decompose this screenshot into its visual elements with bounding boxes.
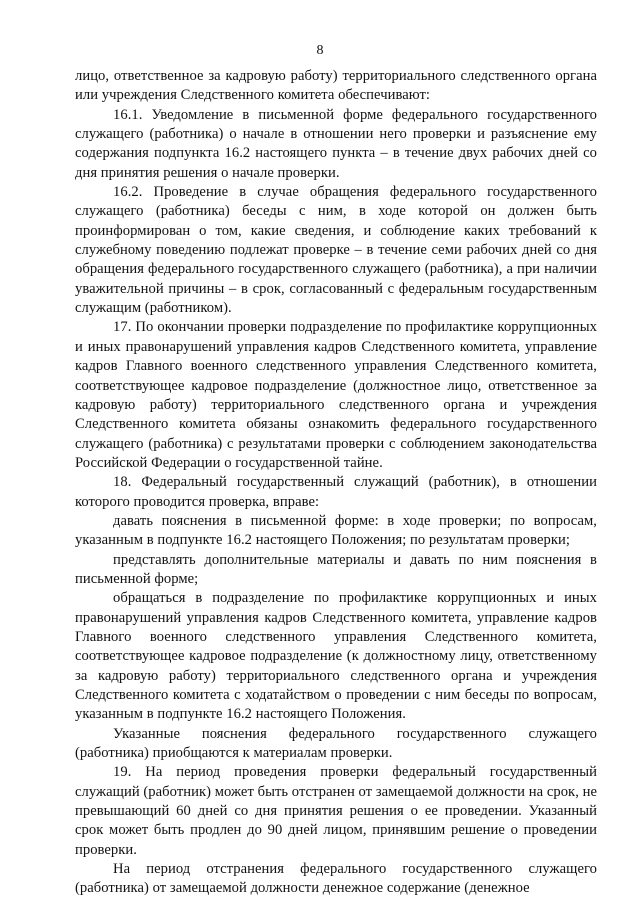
paragraph-18-item-2: представлять дополнительные материалы и давать по ним пояснения в письменной форме; — [75, 551, 597, 587]
paragraph-18-note: Указанные пояснения федерального государственного служащего (работника) приобщаются к материалам проверки. — [75, 725, 597, 762]
document-body — [75, 67, 597, 899]
paragraph-16-2: 16.2. Проведение в случае обращения федерального государственного служащего (работника) беседы с ним, в ходе которой он должен быть проинформирован о том, какие сведения, и соблюдение каких требований к служебному поведению подлежат проверке – в течение семи рабочих дней со дня обращения федерального государственного служащего (работника), а при наличии уважительной причины – в срок, согласованный с федеральным государственным служащим (работником). — [75, 184, 597, 317]
paragraph-continuation: лицо, ответственное за кадровую работу) территориального следственного органа или учреждения Следственного комитета обеспечивают: — [75, 68, 597, 104]
paragraph-18: 18. Федеральный государственный служащий (работник), в отношении которого проводится проверка, вправе: — [75, 474, 597, 510]
paragraph-16-1: 16.1. Уведомление в письменной форме федерального государственного служащего (работника) о начале в отношении него проверки и разъяснение ему содержания подпункта 16.2 настоящего пункта – в течение двух рабочих дней со дня принятия решения о начале проверки. — [75, 106, 597, 181]
paragraph-19: 19. На период проведения проверки федеральный государственный служащий (работник) может быть отстранен от замещаемой должности на срок, не превышающий 60 дней со дня принятия решения о ее проведении. Указанный срок может быть продлен до 90 дней лицом, принявшим решение о проведении проверки. — [75, 764, 597, 858]
paragraph-18-item-3: обращаться в подразделение по профилактике коррупционных и иных правонарушений управления кадров Следственного комитета, управление кадров Главного военного следственного управления Следственного комитета, соответствующее кадровое подразделение (к должностному лицу, ответственному за кадровую работу) территориального следственного органа и учреждения Следственного комитета с ходатайством о проведении с ним беседы по вопросам, указанным в подпункте 16.2 настоящего Положения. — [75, 590, 597, 723]
paragraph-18-item-1: давать пояснения в письменной форме: в ходе проверки; по вопросам, указанным в подпункте 16.2 настоящего Положения; по результатам проверки; — [75, 512, 597, 549]
paragraph-17: 17. По окончании проверки подразделение по профилактике коррупционных и иных правонарушений управления кадров Следственного комитета, управление кадров Главного военного следственного управления Следственного комитета, соответствующее кадровое подразделение (должностное лицо, ответственное за кадровую работу) территориального следственного органа и учреждения Следственного комитета обязаны ознакомить федерального государственного служащего (работника) с результатами проверки с соблюдением законодательства Российской Федерации о государственной тайне. — [75, 319, 597, 471]
page-number: 8 — [316, 43, 324, 58]
paragraph-19-continued: На период отстранения федерального государственного служащего (работника) от замещаемой должности денежное содержание (денежное — [75, 861, 597, 897]
